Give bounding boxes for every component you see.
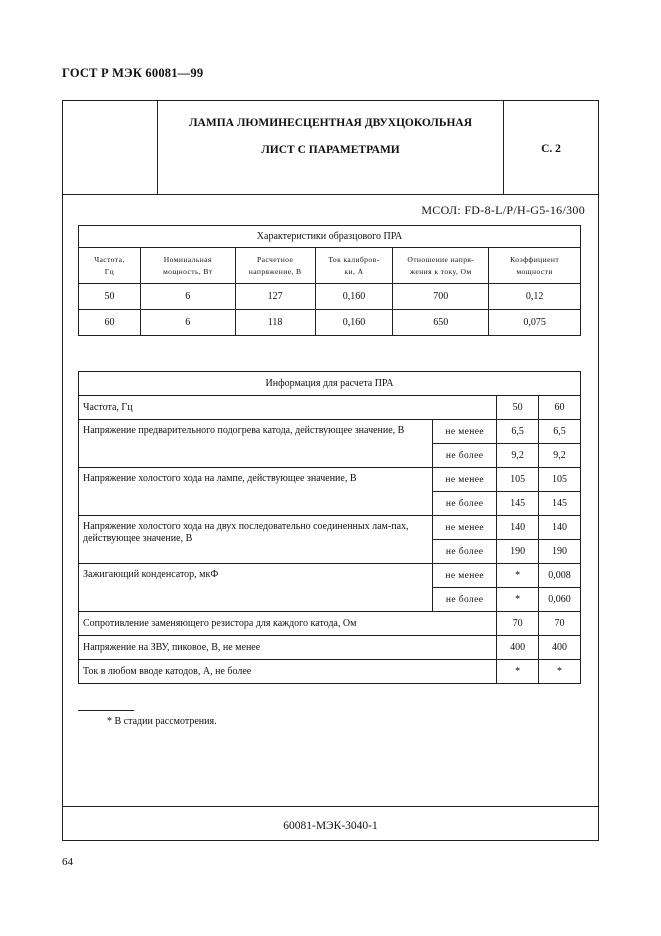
cell: * <box>497 564 539 588</box>
table-caption: Информация для расчета ПРА <box>79 372 581 396</box>
cell: 105 <box>539 468 581 492</box>
footnote: * В стадии рассмотрения. <box>107 716 217 727</box>
table-row <box>79 564 581 588</box>
condition-min: не менее <box>433 468 497 492</box>
table-row <box>79 396 581 420</box>
cell: 0,12 <box>489 284 581 310</box>
cell: 6,5 <box>497 420 539 444</box>
table-row <box>79 516 581 540</box>
header-bottom-rule <box>62 194 599 195</box>
footer-rule <box>62 806 599 807</box>
page-number: 64 <box>62 856 73 868</box>
cell: * <box>497 660 539 684</box>
footer-code: 60081-МЭК-3040-1 <box>283 820 378 832</box>
page-reference: С. 2 <box>541 143 561 155</box>
cell: * <box>539 660 581 684</box>
cell: 700 <box>393 284 489 310</box>
cell: 145 <box>497 492 539 516</box>
row-label-starting-capacitor: Зажигающий конденсатор, мкФ <box>79 564 433 612</box>
cell: 9,2 <box>539 444 581 468</box>
row-label-peak-voltage: Напряжение на ЗВУ, пиковое, В, не менее <box>79 636 497 660</box>
cell: 70 <box>497 612 539 636</box>
cell: 0,160 <box>315 284 393 310</box>
column-header-power-factor: Коэффициент мощности <box>489 248 581 284</box>
cell: 140 <box>539 516 581 540</box>
table-row <box>79 660 581 684</box>
cell: 145 <box>539 492 581 516</box>
row-label-open-circuit-lamp: Напряжение холостого хода на лампе, действующее значение, В <box>79 468 433 516</box>
cell: 400 <box>497 636 539 660</box>
cell: 60 <box>79 310 141 336</box>
table-row <box>79 612 581 636</box>
condition-max: не более <box>433 588 497 612</box>
reference-ballast-table <box>78 225 581 336</box>
sheet-title: ЛАМПА ЛЮМИНЕСЦЕНТНАЯ ДВУХЦОКОЛЬНАЯ <box>188 117 473 129</box>
table-row <box>79 310 581 336</box>
row-label-preheat-voltage: Напряжение предварительного подогрева катода, действующее значение, В <box>79 420 433 468</box>
cell: 0,008 <box>539 564 581 588</box>
row-label-frequency: Частота, Гц <box>79 396 497 420</box>
cell: 70 <box>539 612 581 636</box>
cell: 400 <box>539 636 581 660</box>
column-header-voltage: Расчетное напряжение, В <box>235 248 315 284</box>
column-header-power: Номинальная мощность, Вт <box>140 248 235 284</box>
cell: 190 <box>539 540 581 564</box>
condition-min: не менее <box>433 564 497 588</box>
cell: 140 <box>497 516 539 540</box>
condition-min: не менее <box>433 516 497 540</box>
document-code: ГОСТ Р МЭК 60081—99 <box>62 66 204 80</box>
cell: 127 <box>235 284 315 310</box>
column-header-calibration-current: Ток калибров- ки, А <box>315 248 393 284</box>
cell: 118 <box>235 310 315 336</box>
condition-max: не более <box>433 540 497 564</box>
cell: 0,075 <box>489 310 581 336</box>
table-row <box>79 636 581 660</box>
cell: 50 <box>497 396 539 420</box>
cell: 50 <box>79 284 141 310</box>
sheet-subtitle: ЛИСТ С ПАРАМЕТРАМИ <box>261 144 400 156</box>
cell: 105 <box>497 468 539 492</box>
column-header-frequency: Частота, Гц <box>79 248 141 284</box>
table-row <box>79 468 581 492</box>
cell: 6 <box>140 310 235 336</box>
row-label-cathode-current: Ток в любом вводе катодов, А, не более <box>79 660 497 684</box>
column-header-voltage-current-ratio: Отношение напря- жения к току, Ом <box>393 248 489 284</box>
row-label-open-circuit-two-lamps: Напряжение холостого хода на двух последовательно соединенных лам-пах, действующее значение, В <box>79 516 433 564</box>
cell: 0,160 <box>315 310 393 336</box>
table-row <box>79 284 581 310</box>
ballast-calculation-table <box>78 371 581 684</box>
row-label-substitute-resistor: Сопротивление заменяющего резистора для каждого катода, Ом <box>79 612 497 636</box>
table-caption: Характеристики образцового ПРА <box>79 226 581 248</box>
condition-max: не более <box>433 492 497 516</box>
cell: 6 <box>140 284 235 310</box>
cell: 9,2 <box>497 444 539 468</box>
cell: * <box>497 588 539 612</box>
cell: 190 <box>497 540 539 564</box>
footnote-rule <box>78 710 134 711</box>
cell: 6,5 <box>539 420 581 444</box>
lamp-designation: МСОЛ: FD-8-L/P/H-G5-16/300 <box>421 203 585 217</box>
condition-min: не менее <box>433 420 497 444</box>
condition-max: не более <box>433 444 497 468</box>
table-row <box>79 420 581 444</box>
cell: 0,060 <box>539 588 581 612</box>
cell: 60 <box>539 396 581 420</box>
cell: 650 <box>393 310 489 336</box>
